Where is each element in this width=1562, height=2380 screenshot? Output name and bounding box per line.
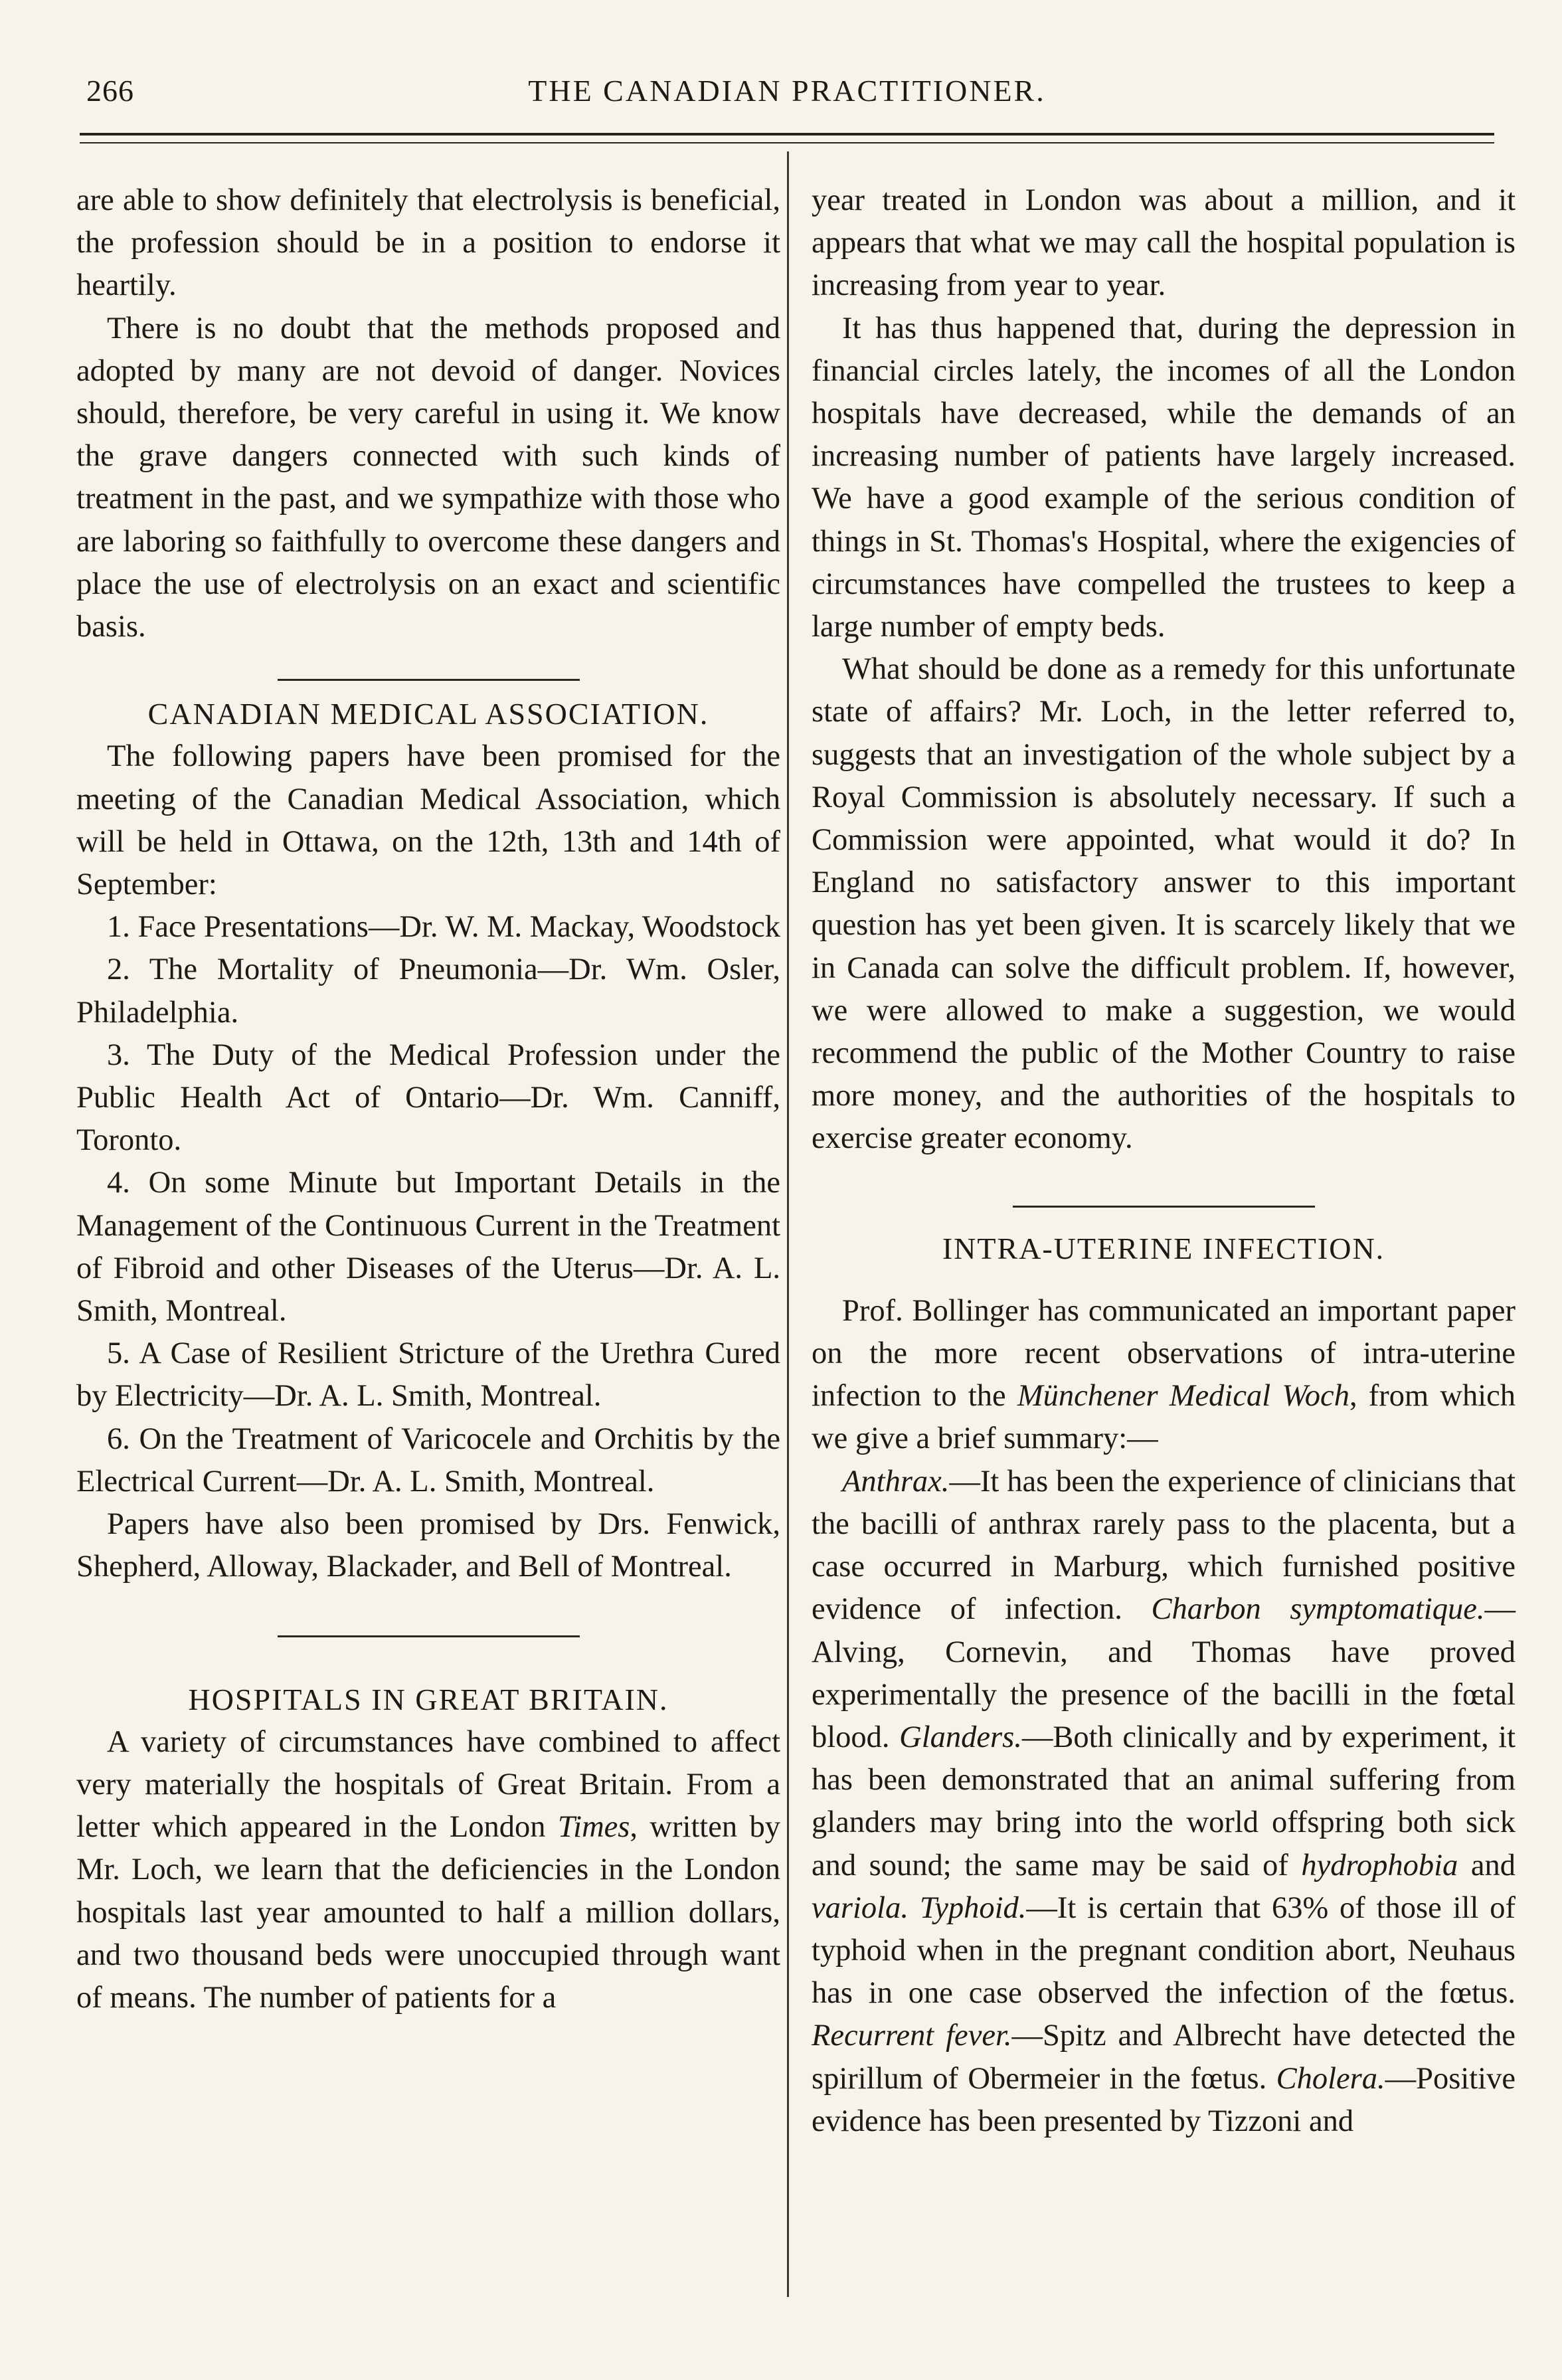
papers-also: Papers have also been promised by Drs. Fenwick, Shepherd, Alloway, Blackader, and Bell of Montreal. [76,1507,780,1584]
hospitals-paragraph [76,1721,780,2019]
recurrent-fever-label: Recurrent fever. [812,2019,1012,2053]
anthrax-text: —It has been the experience of clinicians that the bacilli of anthrax rarely pass to the placenta, but a case occurred in Marburg, which furnished positive evidence of infection. [812,1464,1516,1627]
variola-label: variola. [812,1890,909,1925]
header-rule-thick [80,133,1494,136]
depression-paragraph: It has thus happened that, during the depression in financial circles lately, the incomes of all the London hospitals have decreased, while the demands of an increasing number of patients have largely increased. We have a good example of the serious condition of things in St. Thomas's Hospital, where the exigencies of circumstances have compelled the trustees to keep a large number of empty beds. [812,311,1516,644]
left-column [76,179,780,2019]
glanders-text: —Both clinically and by experiment, it has been demonstrated that an animal suffering from glanders may bring into the world offspring both sick and sound; the same may be said of [812,1720,1516,1882]
column-divider [787,151,789,2297]
danger-paragraph: There is no doubt that the methods proposed and adopted by many are not devoid of danger. Novices should, therefore, be very careful in using it. We know the grave dangers connected with such kinds of treatment in the past, and we sympathize with those who are laboring so faithfully to overcome these dangers and place the use of electrolysis on an exact and scientific basis. [76,311,780,644]
remedy-paragraph: What should be done as a remedy for this unfortunate state of affairs? Mr. Loch, in the letter referred to, suggests that an investigation of the whole subject by a Royal Commission is absolutely necessary. If such a Commission were appointed, what would it do? In England no satisfactory answer to this important question has yet been given. It is scarcely likely that we in Canada can solve the difficult problem. If, however, we were allowed to make a suggestion, we would recommend the public of the Mother Country to raise more money, and the authorities of the hospitals to exercise greater economy. [812,652,1516,1156]
diseases-paragraph [812,1461,1516,2143]
cma-intro: The following papers have been promised for the meeting of the Canadian Medical Association, which will be held in Ottawa, on the 12th, 13th and 14th of September: [76,739,780,902]
paper-item: 5. A Case of Resilient Stricture of the Urethra Cured by Electricity—Dr. A. L. Smith, Montreal. [76,1336,780,1414]
paper-item: 4. On some Minute but Important Details in the Management of the Continuous Current in the Treatment of Fibroid and other Diseases of the Uterus—Dr. A. L. Smith, Montreal. [76,1166,780,1328]
intro-paragraph: are able to show definitely that electrolysis is beneficial, the profession should be in a position to endorse it heartily. [76,183,780,303]
charbon-label: Charbon symptomatique. [1151,1592,1485,1627]
glanders-label: Glanders. [899,1720,1022,1754]
paper-item: 2. The Mortality of Pneumonia—Dr. Wm. Osler, Philadelphia. [76,953,780,1030]
cholera-text: —Positive evidence has been presented by Tizzoni and [812,2061,1516,2138]
bollinger-paragraph [812,1290,1516,1461]
hospitals-heading: HOSPITALS IN GREAT BRITAIN. [188,1682,669,1716]
continuation-paragraph: year treated in London was about a million, and it appears that what we may call the hospital population is increasing from year to year. [812,183,1516,303]
section-divider [1013,1206,1315,1208]
bollinger-text-1: Prof. Bollinger has communicated an important paper on the more recent observations of intra-uterine infection to the [812,1293,1516,1414]
page-number: 266 [86,74,134,108]
hospitals-text-2: , written by Mr. Loch, we learn that the deficiencies in the London hospitals last year amounted to half a million dollars, and two thousand beds were unoccupied through want of means. The number of patients for a [76,1810,780,2015]
typhoid-label: Typhoid. [919,1890,1027,1925]
section-divider [278,679,580,681]
running-head [80,66,1494,120]
infection-heading: INTRA-UTERINE INFECTION. [942,1231,1385,1265]
right-column [812,179,1516,2143]
cma-heading: CANADIAN MEDICAL ASSOCIATION. [147,697,709,731]
cholera-label: Cholera. [1276,2061,1385,2096]
hospitals-text-1: A variety of circumstances have combined to affect very materially the hospitals of Great Britain. From a letter which appeared in the London [76,1724,780,1845]
space-text [909,1891,920,1925]
paper-item: 6. On the Treatment of Varicocele and Orchitis by the Electrical Current—Dr. A. L. Smith, Montreal. [76,1421,780,1499]
recurrent-fever-text: —Spitz and Albrecht have detected the spirillum of Obermeier in the fœtus. [812,2019,1516,2096]
and-text: and [1458,1848,1516,1882]
journal-title: THE CANADIAN PRACTITIONER. [528,74,1046,108]
anthrax-label: Anthrax. [842,1464,950,1499]
bollinger-text-2: , from which we give a brief summary:— [812,1379,1516,1456]
typhoid-text: —It is certain that 63% of those ill of typhoid when in the pregnant condition abort, Neuhaus has in one case observed the infection of the fœtus. [812,1890,1516,2011]
munchener-journal-title: Münchener Medical Woch [1017,1379,1349,1414]
header-rule-thin [80,142,1494,143]
times-title: Times [557,1810,630,1845]
section-divider [278,1635,580,1637]
charbon-text: —Alving, Cornevin, and Thomas have proved experimentally the presence of the bacilli in the fœtal blood. [812,1592,1516,1754]
paper-item: 3. The Duty of the Medical Profession under the Public Health Act of Ontario—Dr. Wm. Canniff, Toronto. [76,1038,780,1158]
hydrophobia-label: hydrophobia [1301,1848,1458,1882]
paper-item: 1. Face Presentations—Dr. W. M. Mackay, Woodstock [107,910,780,945]
